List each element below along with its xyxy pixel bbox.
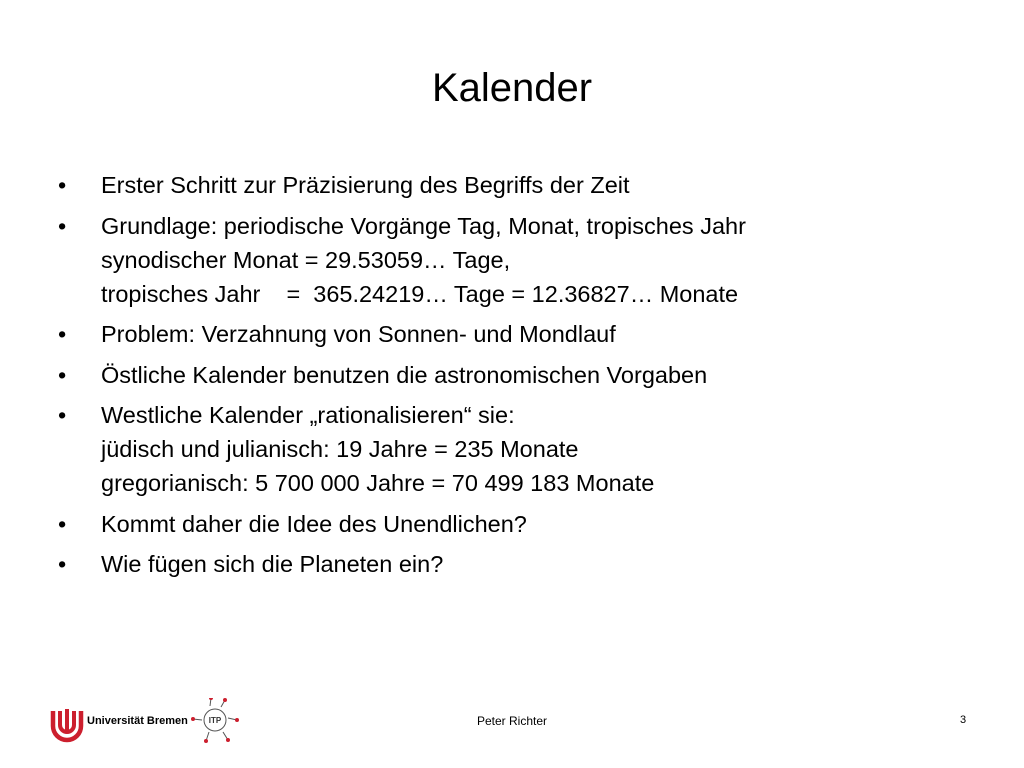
bullet-item [58,317,998,351]
bullet-glyph: • [58,212,67,239]
bullet-line: Erster Schritt zur Präzisierung des Begriffs der Zeit [101,172,630,198]
bullet-item [58,209,998,311]
bullet-glyph: • [58,510,67,537]
bullet-line: Problem: Verzahnung von Sonnen- und Mondlauf [101,321,616,347]
bullet-item [58,168,998,202]
bullet-glyph: • [58,402,67,428]
bullet-line: gregorianisch: 5 700 000 Jahre = 70 499 183 Monate [101,470,655,496]
footer-author: Peter Richter [476,714,548,728]
bullet-glyph: • [58,361,67,388]
page-number: 3 [960,714,967,726]
bullet-line: tropisches Jahr = 365.24219… Tage = 12.36827… Monate [101,280,739,307]
bullet-glyph: • [58,172,67,198]
bullet-line: Kommt daher die Idee des Unendlichen? [101,510,527,537]
university-logo-text: Universität Bremen [87,715,188,727]
bullet-line: Westliche Kalender „rationalisieren“ sie: [101,402,515,428]
bullet-item [58,547,998,581]
bullet-list [58,168,998,588]
bullet-glyph: • [58,551,67,577]
bullet-line: Grundlage: periodische Vorgänge Tag, Monat, tropisches Jahr [101,212,746,239]
slide-title: Kalender [431,66,593,110]
itp-logo-text: ITP [208,716,222,725]
bullet-line: Wie fügen sich die Planeten ein? [101,551,444,577]
bullet-line: Östliche Kalender benutzen die astronomischen Vorgaben [101,361,708,388]
bullet-line: synodischer Monat = 29.53059… Tage, [101,246,511,273]
bullet-glyph: • [58,321,67,347]
bullet-item [58,507,998,541]
bullet-item [58,398,998,500]
bullet-line: jüdisch und julianisch: 19 Jahre = 235 Monate [101,436,579,462]
bullet-item [58,358,998,392]
